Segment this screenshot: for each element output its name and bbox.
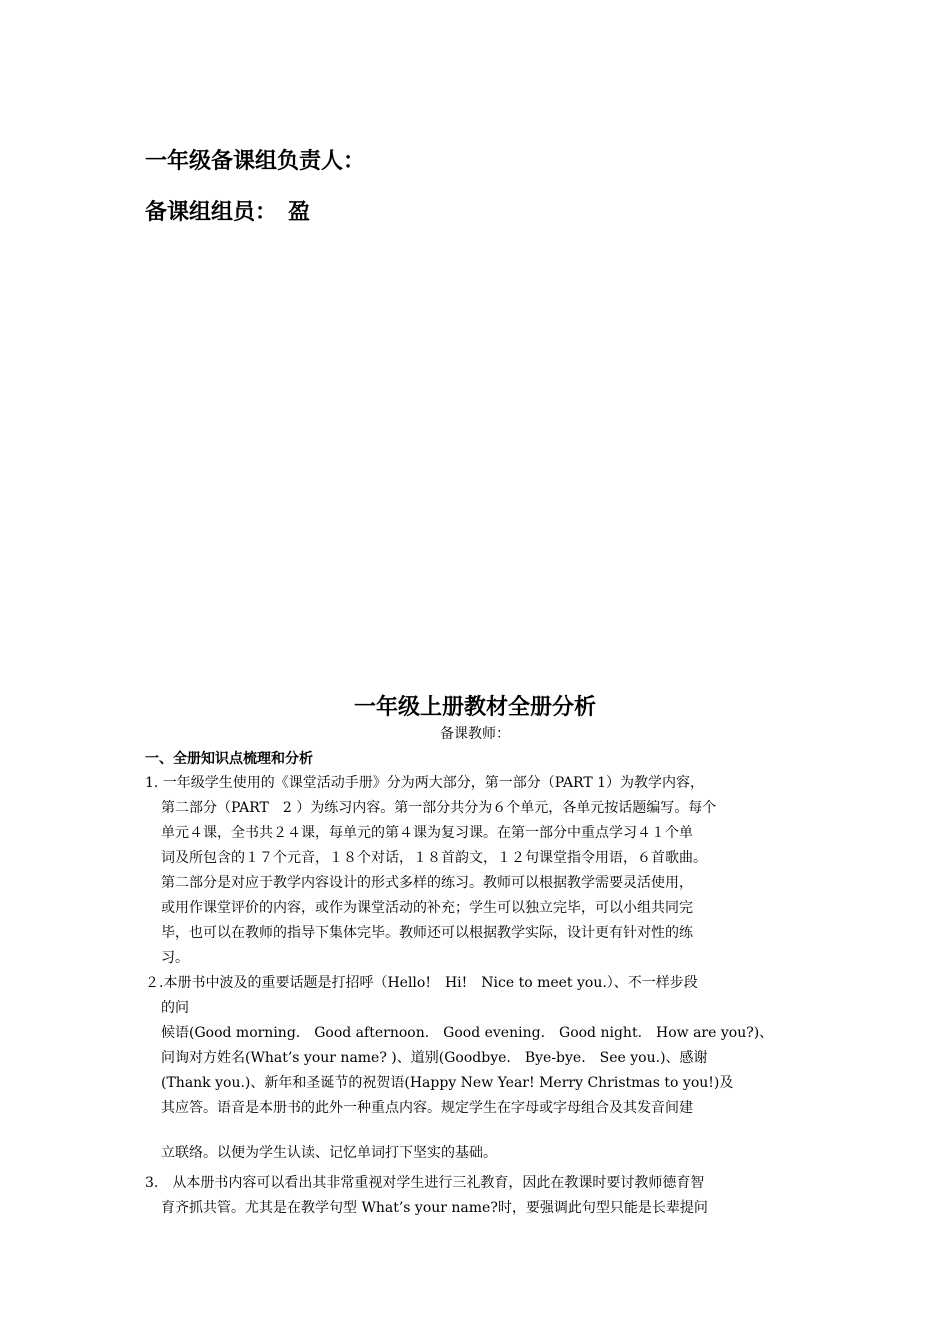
paragraph-2-line: (Thank you.)、新年和圣诞节的祝贺语(Happy New Year! Merry Christmas to you!)及 (161, 1075, 734, 1091)
paragraph-2-line: 问询对方姓名(What’s your name? )、道别(Goodbye. Bye-bye. See you.)、感谢 (161, 1050, 708, 1066)
paragraph-1-line: 习。 (161, 950, 189, 966)
paragraph-2-line: ２.本册书中波及的重要话题是打招呼（Hello! Hi! Nice to meet you.）、不一样步段 (145, 975, 698, 991)
document-title: 一年级上册教材全册分析 (353, 695, 596, 720)
paragraph-2-line: 立联络。以便为学生认读、记忆单词打下坚实的基础。 (161, 1145, 497, 1161)
team-members-label: 备课组组员： 盈 (145, 200, 311, 225)
paragraph-1-line: 毕，也可以在教师的指导下集体完毕。教师还可以根据教学实际，设计更有针对性的练 (161, 925, 693, 941)
paragraph-1-line: 第二部分是对应于教学内容设计的形式多样的练习。教师可以根据教学需要灵活使用， (161, 875, 693, 891)
paragraph-1-line: 或用作课堂评价的内容，或作为课堂活动的补充；学生可以独立完毕，可以小组共同完 (161, 900, 693, 916)
team-leader-label: 一年级备课组负责人： (145, 149, 366, 174)
paragraph-2-line: 的问 (161, 1000, 189, 1016)
paragraph-1-line: 1. 一年级学生使用的《课堂活动手册》分为两大部分，第一部分（PART 1）为教学内容， (145, 775, 705, 791)
section-heading: 一、全册知识点梳理和分析 (145, 751, 313, 767)
paragraph-1-line: 词及所包含的１７个元音，１８个对话，１８首韵文，１２句课堂指令用语，６首歌曲。 (161, 850, 707, 866)
paragraph-2-line: 候语(Good morning. Good afternoon. Good evening. Good night. How are you?)、 (161, 1025, 774, 1041)
document-subtitle: 备课教师： (440, 726, 510, 742)
paragraph-2-line: 其应答。语音是本册书的此外一种重点内容。规定学生在字母或字母组合及其发音间建 (161, 1100, 693, 1116)
paragraph-3-line: 育齐抓共管。尤其是在教学句型 What’s your name?时，要强调此句型只能是长辈提问 (161, 1200, 708, 1216)
paragraph-1-line: 第二部分（PART 2 ）为练习内容。第一部分共分为６个单元，各单元按话题编写。每个 (161, 800, 717, 816)
paragraph-3-line: 3. 从本册书内容可以看出其非常重视对学生进行三礼教育，因此在教课时要讨教师德育智 (145, 1175, 705, 1191)
paragraph-1-line: 单元４课，全书共２４课，每单元的第４课为复习课。在第一部分中重点学习４１个单 (161, 825, 693, 841)
